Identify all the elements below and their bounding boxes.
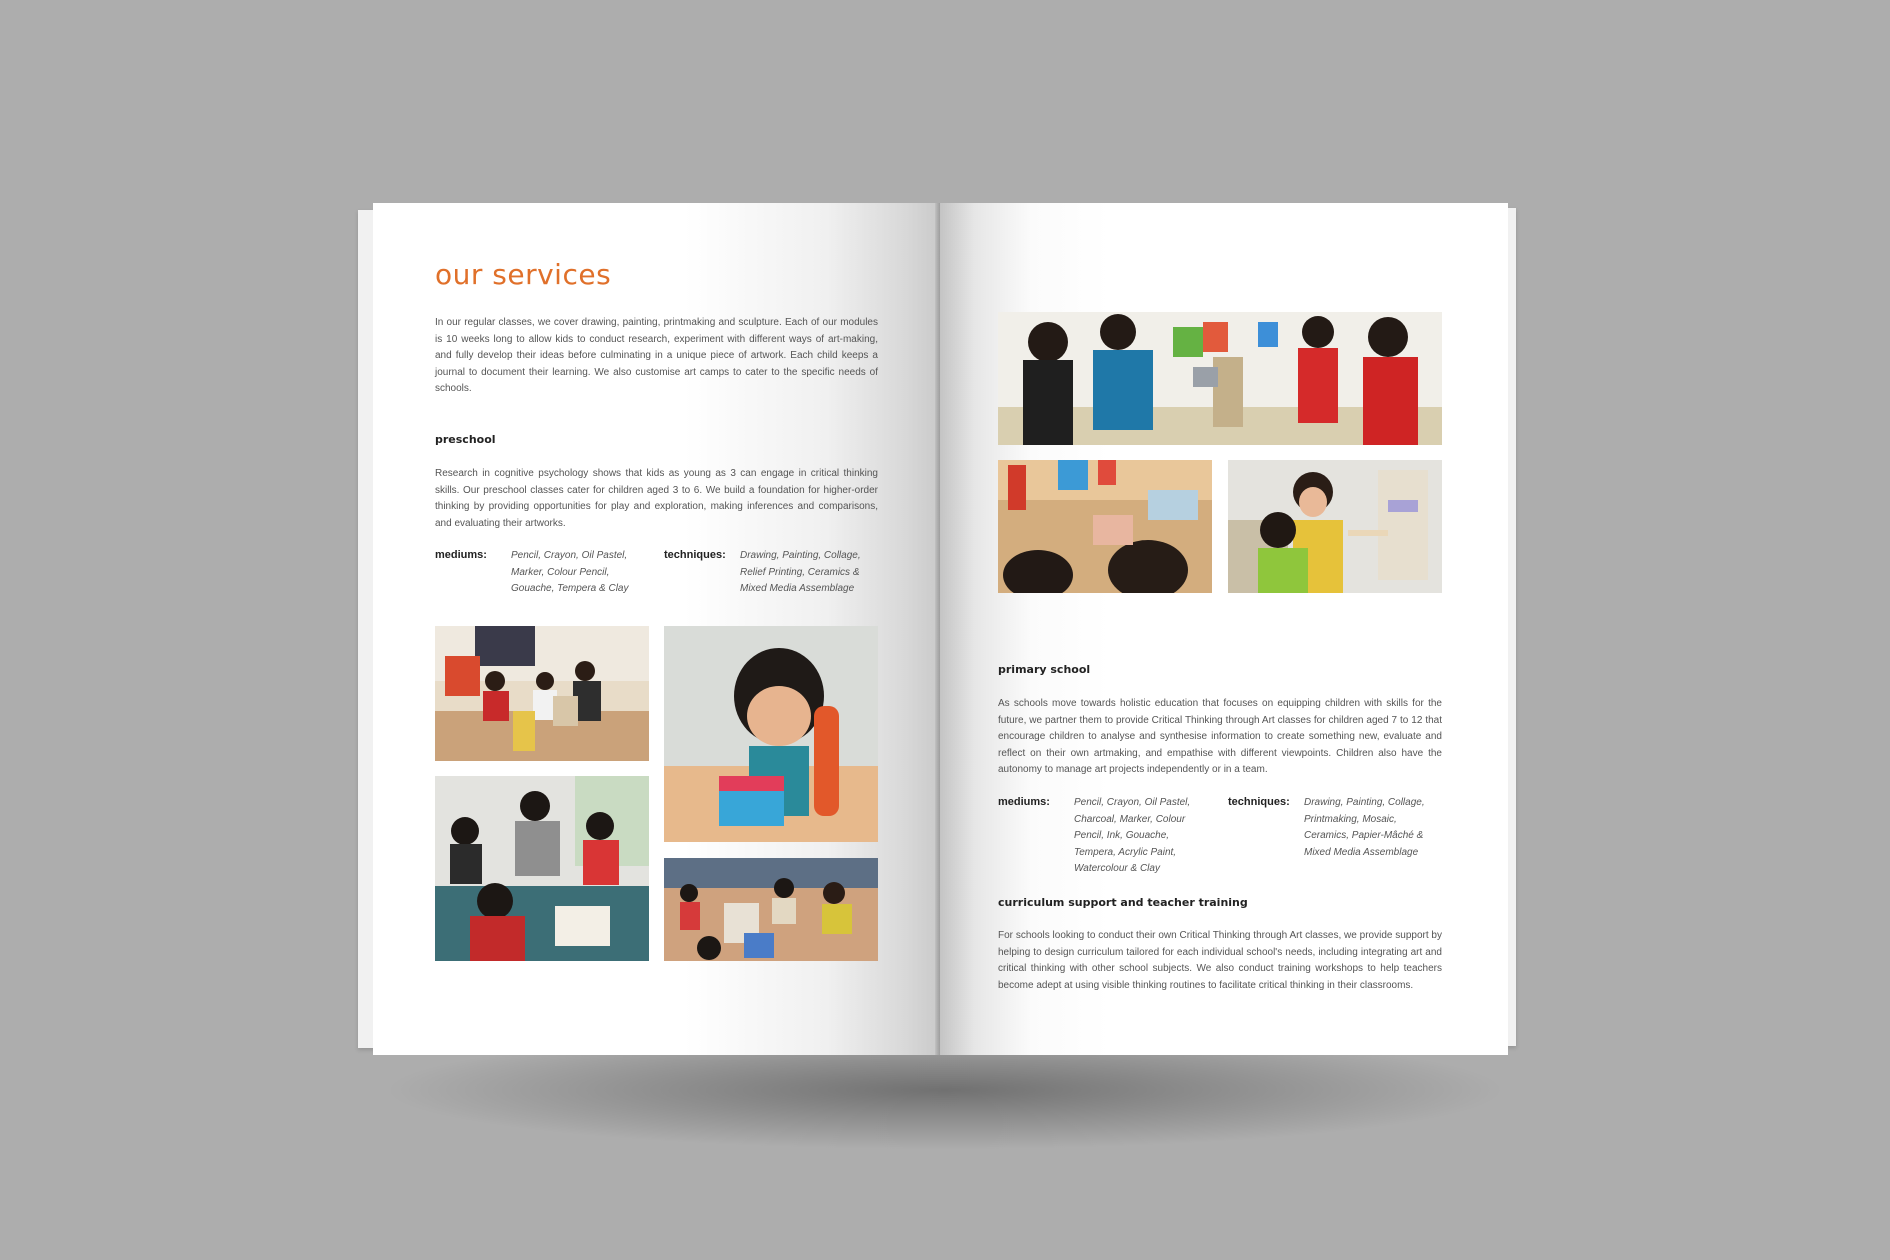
photo-teacher-robot-class (998, 312, 1442, 445)
preschool-techniques-label: techniques: (664, 549, 726, 561)
primary-school-heading: primary school (998, 663, 1091, 676)
photo-kids-sculpture-floor (664, 858, 878, 961)
primary-mediums-list: Pencil, Crayon, Oil Pastel, Charcoal, Marker, Colour Pencil, Ink, Gouache, Tempera, Acrylic Paint, Watercolour & Clay (1074, 797, 1191, 874)
photo-girl-painting (664, 626, 878, 842)
primary-techniques-list: Drawing, Painting, Collage, Printmaking, Mosaic, Ceramics, Papier-Mâché & Mixed Media Assemblage (1304, 797, 1425, 858)
curriculum-paragraph: For schools looking to conduct their own Critical Thinking through Art classes, we provide support by helping to design curriculum tailored for each individual school's needs, including integrating art and critical thinking with other school subjects. We also conduct training workshops to help teachers become adept at using visible thinking routines to facilitate critical thinking in their classrooms. (998, 930, 1442, 991)
left-page (373, 203, 940, 1055)
photo-kids-floor-robot (435, 626, 649, 761)
preschool-mediums-label: mediums: (435, 549, 487, 561)
preschool-heading: preschool (435, 433, 496, 446)
curriculum-heading: curriculum support and teacher training (998, 896, 1248, 909)
preschool-mediums-list: Pencil, Crayon, Oil Pastel, Marker, Colour Pencil, Gouache, Tempera & Clay (511, 550, 629, 594)
right-page (940, 203, 1508, 1055)
primary-techniques-label: techniques: (1228, 796, 1290, 808)
preschool-techniques-list: Drawing, Painting, Collage, Relief Printing, Ceramics & Mixed Media Assemblage (740, 550, 861, 594)
primary-school-paragraph: As schools move towards holistic education that focuses on equipping children with skills for the future, we partner them to provide Critical Thinking through Art classes for children aged 7 to 12 that encourage children to analyse and synthesise information to create something new, evaluate and reflect on their own artmaking, and empathise with different viewpoints. Children also have the autonomy to manage art projects independently or in a team. (998, 698, 1442, 775)
photo-teacher-boy (1228, 460, 1442, 593)
page-title: our services (435, 258, 612, 291)
photo-kids-painting-table (998, 460, 1212, 593)
preschool-paragraph: Research in cognitive psychology shows that kids as young as 3 can engage in critical thinking skills. Our preschool classes cater for children aged 3 to 6. We build a foundation for higher-order thinking by providing opportunities for play and exploration, making inferences and comparisons, and evaluating their artworks. (435, 468, 878, 529)
photo-teacher-with-kids (435, 776, 649, 961)
intro-paragraph: In our regular classes, we cover drawing, painting, printmaking and sculpture. Each of our modules is 10 weeks long to allow kids to conduct research, experiment with different ways of art-making, and fully develop their ideas before culminating in a unique piece of artwork. Each child keeps a journal to document their learning. We also customise art camps to cater to the specific needs of schools. (435, 317, 878, 394)
primary-mediums-label: mediums: (998, 796, 1050, 808)
